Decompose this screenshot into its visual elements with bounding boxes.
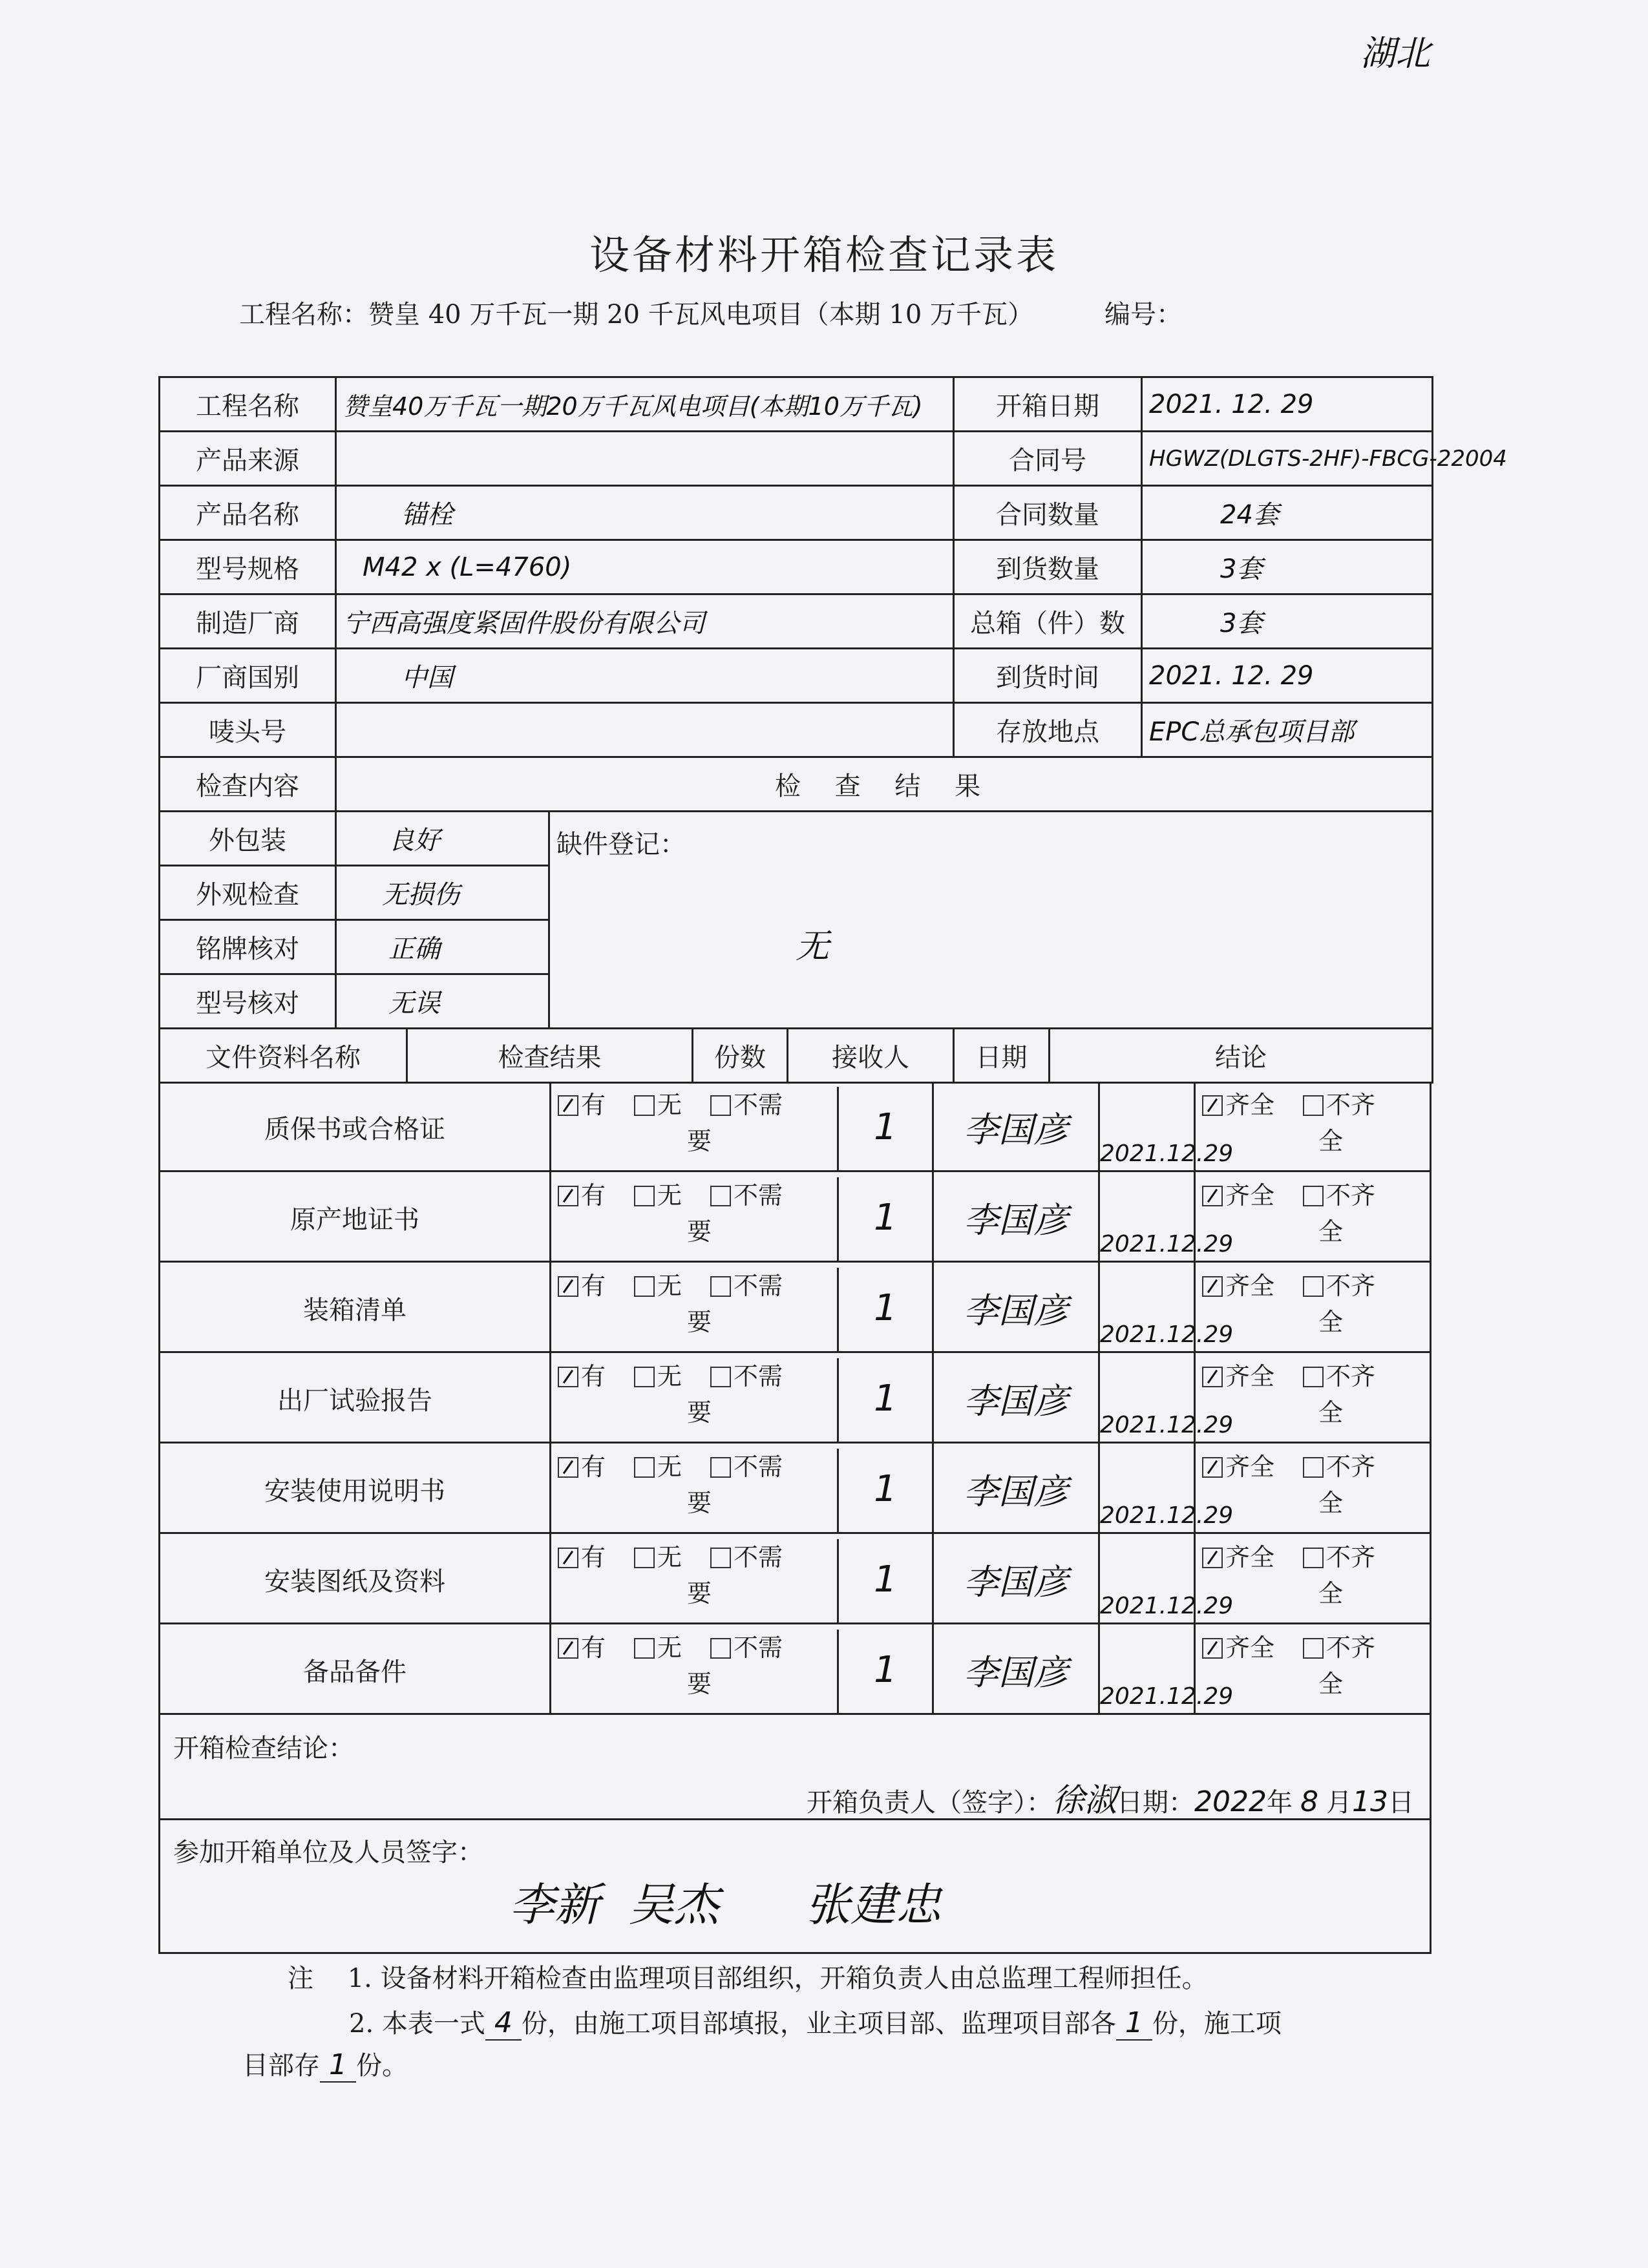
doc-conclusion-options: [1196, 1539, 1436, 1624]
option-wrap: 要: [687, 1670, 712, 1698]
doc-copies: 1: [839, 1263, 934, 1353]
doc-date: 2021.12.29: [1100, 1082, 1196, 1172]
note-3-part-a: 目部存: [242, 2051, 320, 2081]
info-label2: 到货数量: [954, 540, 1142, 594]
option-complete-label: 齐全: [1225, 1633, 1275, 1662]
option-incomplete-wrap: 全: [1318, 1308, 1344, 1336]
document-row: [158, 1353, 1431, 1444]
option-none[interactable]: [634, 1362, 682, 1391]
doc-date: 2021.12.29: [1100, 1353, 1196, 1444]
info-row: [160, 377, 1433, 432]
checkbox-empty-icon[interactable]: [634, 1276, 655, 1297]
info-label: 厂商国别: [160, 649, 336, 703]
option-not-needed-label: 不需: [734, 1453, 783, 1481]
info-value: 锚栓: [336, 486, 954, 540]
doc-name: 质保书或合格证: [160, 1082, 551, 1172]
info-value: [336, 432, 954, 486]
doc-copies: 1: [839, 1082, 934, 1172]
info-label2: 开箱日期: [954, 377, 1142, 432]
doc-header-conclusion: 结论: [1050, 1029, 1433, 1083]
option-incomplete[interactable]: [1303, 1543, 1375, 1571]
checkbox-empty-icon[interactable]: [710, 1095, 731, 1116]
inspection-label: 外包装: [160, 812, 336, 866]
option-have-label: 有: [581, 1543, 606, 1571]
checkbox-empty-icon[interactable]: [1303, 1548, 1324, 1568]
document-row: [158, 1444, 1431, 1534]
missing-parts-cell: [549, 812, 1433, 1029]
inspection-header-row: [160, 757, 1433, 812]
date-label: 日期：: [1117, 1788, 1194, 1818]
option-have-label: 有: [581, 1091, 606, 1119]
doc-name: 装箱清单: [160, 1263, 551, 1353]
option-complete-label: 齐全: [1225, 1091, 1275, 1119]
doc-check-options: [551, 1449, 839, 1534]
option-have[interactable]: [558, 1362, 606, 1391]
doc-receiver: 李国彦: [934, 1624, 1100, 1715]
info-row: [160, 594, 1433, 649]
option-incomplete-wrap: 全: [1318, 1670, 1344, 1698]
note-2-part-c: 份，施工项: [1152, 2009, 1282, 2039]
info-label: 型号规格: [160, 540, 336, 594]
option-have[interactable]: [558, 1091, 606, 1119]
option-incomplete[interactable]: [1303, 1453, 1375, 1481]
doc-check-options: [551, 1358, 839, 1444]
option-incomplete-label: 不齐: [1326, 1362, 1376, 1391]
option-none-label: 无: [657, 1633, 682, 1662]
option-complete[interactable]: [1202, 1453, 1274, 1481]
option-incomplete-label: 不齐: [1326, 1272, 1376, 1300]
option-not-needed[interactable]: [710, 1181, 783, 1210]
option-have-label: 有: [581, 1362, 606, 1391]
option-none-label: 无: [657, 1362, 682, 1391]
checkbox-checked-icon[interactable]: [1202, 1548, 1223, 1568]
inspection-value: 无损伤: [336, 866, 549, 920]
inspection-value: 良好: [336, 812, 549, 866]
option-not-needed[interactable]: [710, 1543, 783, 1571]
document-row: [158, 1534, 1431, 1624]
date-month-unit: 月: [1326, 1788, 1352, 1818]
checkbox-empty-icon[interactable]: [634, 1095, 655, 1116]
conclusion-sign-line: [807, 1774, 1414, 1821]
option-incomplete-wrap: 全: [1318, 1398, 1344, 1427]
info-label2: 合同数量: [954, 486, 1142, 540]
option-complete-label: 齐全: [1225, 1543, 1275, 1571]
info-label: 唛头号: [160, 703, 336, 757]
checkbox-empty-icon[interactable]: [1303, 1276, 1324, 1297]
doc-date: 2021.12.29: [1100, 1534, 1196, 1624]
responsible-label: 开箱负责人（签字）：: [807, 1788, 1052, 1818]
record-table: [158, 376, 1507, 1084]
doc-check-options: [551, 1539, 839, 1624]
date-year-unit: 年: [1266, 1788, 1293, 1818]
doc-conclusion-options: [1196, 1449, 1436, 1534]
info-value: [336, 703, 954, 757]
info-value: 宁西高强度紧固件股份有限公司: [336, 594, 954, 649]
inspection-header-result: 检 查 结 果: [336, 757, 1433, 812]
checkbox-checked-icon[interactable]: [558, 1276, 578, 1297]
info-value2: 2021. 12. 29: [1142, 649, 1433, 703]
info-row: [160, 432, 1433, 486]
option-none-label: 无: [657, 1543, 682, 1571]
doc-check-options: [551, 1177, 839, 1263]
note-1-text: 1. 设备材料开箱检查由监理项目部组织，开箱负责人由总监理工程师担任。: [347, 1964, 1208, 1993]
option-complete[interactable]: [1202, 1362, 1274, 1391]
option-not-needed-label: 不需: [734, 1181, 783, 1210]
option-complete-label: 齐全: [1225, 1362, 1275, 1391]
note-line-2: [349, 2003, 1282, 2040]
option-not-needed-label: 不需: [734, 1543, 783, 1571]
info-value: M42 x (L=4760): [336, 540, 954, 594]
doc-copies: 1: [839, 1624, 934, 1715]
checkbox-checked-icon[interactable]: [558, 1638, 578, 1659]
option-have-label: 有: [581, 1633, 606, 1662]
checkbox-checked-icon[interactable]: [1202, 1186, 1223, 1206]
option-have[interactable]: [558, 1181, 606, 1210]
doc-receiver: 李国彦: [934, 1082, 1100, 1172]
page-title: 设备材料开箱检查记录表: [589, 231, 1059, 278]
participants-signatures: 李新 吴杰 张建忠: [509, 1878, 942, 1931]
doc-header-copies: 份数: [693, 1029, 788, 1083]
note-line-1: [288, 1958, 1208, 1995]
option-incomplete-label: 不齐: [1326, 1543, 1376, 1571]
option-complete-label: 齐全: [1225, 1453, 1275, 1481]
option-incomplete[interactable]: [1303, 1272, 1375, 1300]
option-wrap: 要: [687, 1489, 712, 1517]
option-incomplete-label: 不齐: [1326, 1633, 1376, 1662]
doc-header-date: 日期: [954, 1029, 1050, 1083]
info-row: [160, 703, 1433, 757]
doc-check-options: [551, 1087, 839, 1172]
checkbox-checked-icon[interactable]: [1202, 1367, 1223, 1387]
doc-copies: 1: [839, 1172, 934, 1263]
option-not-needed[interactable]: [710, 1633, 783, 1662]
checkbox-empty-icon[interactable]: [1303, 1638, 1324, 1659]
option-not-needed[interactable]: [710, 1362, 783, 1391]
doc-date: 2021.12.29: [1100, 1263, 1196, 1353]
doc-receiver: 李国彦: [934, 1353, 1100, 1444]
missing-parts-label: 缺件登记：: [556, 830, 686, 859]
info-row: [160, 486, 1433, 540]
info-label2: 存放地点: [954, 703, 1142, 757]
option-none-label: 无: [657, 1181, 682, 1210]
option-have[interactable]: [558, 1633, 606, 1662]
info-value2: EPC总承包项目部: [1142, 703, 1433, 757]
checkbox-empty-icon[interactable]: [634, 1186, 655, 1206]
doc-receiver: 李国彦: [934, 1263, 1100, 1353]
document-row: [158, 1624, 1431, 1715]
note-3-part-b: 份。: [356, 2051, 408, 2081]
option-complete[interactable]: [1202, 1543, 1274, 1571]
option-none[interactable]: [634, 1272, 682, 1300]
document-row: [158, 1263, 1431, 1353]
option-incomplete-wrap: 全: [1318, 1489, 1344, 1517]
option-incomplete-label: 不齐: [1326, 1181, 1376, 1210]
doc-header-result: 检查结果: [407, 1029, 693, 1083]
checkbox-checked-icon[interactable]: [558, 1457, 578, 1478]
inspection-row: [160, 812, 1433, 866]
note-prefix: 注: [288, 1964, 313, 1993]
document-row: [158, 1082, 1431, 1172]
subtitle: [239, 294, 1182, 331]
option-incomplete-wrap: 全: [1318, 1217, 1344, 1246]
info-label: 工程名称: [160, 377, 336, 432]
doc-receiver: 李国彦: [934, 1534, 1100, 1624]
doc-conclusion-options: [1196, 1268, 1436, 1353]
checkbox-empty-icon[interactable]: [710, 1638, 731, 1659]
note-3-keep: 1: [320, 2048, 356, 2083]
option-not-needed-label: 不需: [734, 1272, 783, 1300]
option-none[interactable]: [634, 1181, 682, 1210]
doc-receiver: 李国彦: [934, 1444, 1100, 1534]
info-value2: 3套: [1142, 594, 1433, 649]
option-none[interactable]: [634, 1453, 682, 1481]
option-incomplete-wrap: 全: [1318, 1127, 1344, 1155]
option-incomplete-wrap: 全: [1318, 1579, 1344, 1608]
checkbox-empty-icon[interactable]: [1303, 1095, 1324, 1116]
info-value2: HGWZ(DLGTS-2HF)-FBCG-22004: [1142, 432, 1433, 486]
option-incomplete[interactable]: [1303, 1181, 1375, 1210]
doc-name: 安装图纸及资料: [160, 1534, 551, 1624]
doc-check-options: [551, 1268, 839, 1353]
doc-conclusion-options: [1196, 1358, 1436, 1444]
option-complete[interactable]: [1202, 1633, 1274, 1662]
checkbox-empty-icon[interactable]: [1303, 1186, 1324, 1206]
option-wrap: 要: [687, 1579, 712, 1608]
info-row: [160, 540, 1433, 594]
checkbox-checked-icon[interactable]: [558, 1095, 578, 1116]
checkbox-checked-icon[interactable]: [1202, 1457, 1223, 1478]
checkbox-empty-icon[interactable]: [1303, 1367, 1324, 1387]
info-label2: 总箱（件）数: [954, 594, 1142, 649]
checkbox-empty-icon[interactable]: [634, 1548, 655, 1568]
doc-date: 2021.12.29: [1100, 1624, 1196, 1715]
doc-conclusion-options: [1196, 1630, 1436, 1715]
doc-header-receiver: 接收人: [788, 1029, 954, 1083]
responsible-signature: 徐淑: [1052, 1781, 1117, 1819]
info-label2: 到货时间: [954, 649, 1142, 703]
option-wrap: 要: [687, 1398, 712, 1427]
doc-date: 2021.12.29: [1100, 1444, 1196, 1534]
note-2-part-a: 2. 本表一式: [349, 2009, 485, 2039]
option-wrap: 要: [687, 1127, 712, 1155]
inspection-value: 正确: [336, 920, 549, 974]
doc-name: 备品备件: [160, 1624, 551, 1715]
participants-box: [158, 1820, 1431, 1954]
note-2-each: 1: [1116, 2006, 1152, 2041]
info-value2: 24套: [1142, 486, 1433, 540]
info-value: 赞皇40万千瓦一期20万千瓦风电项目(本期10万千瓦): [336, 377, 954, 432]
doc-copies: 1: [839, 1444, 934, 1534]
option-have[interactable]: [558, 1453, 606, 1481]
doc-receiver: 李国彦: [934, 1172, 1100, 1263]
doc-name: 安装使用说明书: [160, 1444, 551, 1534]
doc-name: 原产地证书: [160, 1172, 551, 1263]
option-none[interactable]: [634, 1091, 682, 1119]
info-label: 产品名称: [160, 486, 336, 540]
checkbox-empty-icon[interactable]: [710, 1186, 731, 1206]
checkbox-checked-icon[interactable]: [1202, 1095, 1223, 1116]
conclusion-box: [158, 1715, 1431, 1820]
checkbox-empty-icon[interactable]: [1303, 1457, 1324, 1478]
option-complete[interactable]: [1202, 1272, 1274, 1300]
info-value2: 2021. 12. 29: [1142, 377, 1433, 432]
checkbox-checked-icon[interactable]: [558, 1548, 578, 1568]
info-value2: 3套: [1142, 540, 1433, 594]
doc-conclusion-options: [1196, 1087, 1436, 1172]
info-label: 产品来源: [160, 432, 336, 486]
note-line-3: [242, 2045, 408, 2082]
subtitle-number: 编号：: [1104, 300, 1182, 330]
option-not-needed[interactable]: [710, 1272, 783, 1300]
checkbox-empty-icon[interactable]: [710, 1548, 731, 1568]
option-complete-label: 齐全: [1225, 1181, 1275, 1210]
info-row: [160, 649, 1433, 703]
doc-date: 2021.12.29: [1100, 1172, 1196, 1263]
option-not-needed[interactable]: [710, 1091, 783, 1119]
option-not-needed[interactable]: [710, 1453, 783, 1481]
date-year: 2022: [1194, 1785, 1267, 1818]
option-have-label: 有: [581, 1272, 606, 1300]
note-2-copies: 4: [485, 2006, 522, 2041]
checkbox-checked-icon[interactable]: [558, 1186, 578, 1206]
checkbox-empty-icon[interactable]: [710, 1367, 731, 1387]
option-complete[interactable]: [1202, 1091, 1274, 1119]
corner-handwritten-note: 湖北: [1360, 33, 1430, 74]
option-complete-label: 齐全: [1225, 1272, 1275, 1300]
option-none-label: 无: [657, 1272, 682, 1300]
note-2-part-b: 份，由施工项目部填报，业主项目部、监理项目部各: [521, 2009, 1116, 2039]
option-incomplete[interactable]: [1303, 1633, 1375, 1662]
checkbox-checked-icon[interactable]: [1202, 1638, 1223, 1659]
option-none-label: 无: [657, 1453, 682, 1481]
option-none[interactable]: [634, 1633, 682, 1662]
conclusion-label: 开箱检查结论：: [173, 1734, 354, 1763]
doc-conclusion-options: [1196, 1177, 1436, 1263]
option-none-label: 无: [657, 1091, 682, 1119]
info-value: 中国: [336, 649, 954, 703]
option-have-label: 有: [581, 1453, 606, 1481]
option-wrap: 要: [687, 1217, 712, 1246]
participants-label: 参加开箱单位及人员签字：: [173, 1838, 483, 1867]
doc-check-options: [551, 1630, 839, 1715]
option-have-label: 有: [581, 1181, 606, 1210]
subtitle-project: 工程名称：赞皇 40 万千瓦一期 20 千瓦风电项目（本期 10 万千瓦）: [239, 300, 1033, 330]
doc-copies: 1: [839, 1353, 934, 1444]
option-complete[interactable]: [1202, 1181, 1274, 1210]
checkbox-empty-icon[interactable]: [634, 1638, 655, 1659]
doc-copies: 1: [839, 1534, 934, 1624]
inspection-label: 铭牌核对: [160, 920, 336, 974]
option-incomplete[interactable]: [1303, 1362, 1375, 1391]
checkbox-checked-icon[interactable]: [558, 1367, 578, 1387]
option-not-needed-label: 不需: [734, 1362, 783, 1391]
info-label2: 合同号: [954, 432, 1142, 486]
option-have[interactable]: [558, 1272, 606, 1300]
info-label: 制造厂商: [160, 594, 336, 649]
option-not-needed-label: 不需: [734, 1633, 783, 1662]
inspection-header-label: 检查内容: [160, 757, 336, 812]
option-incomplete-label: 不齐: [1326, 1091, 1376, 1119]
checkbox-empty-icon[interactable]: [710, 1457, 731, 1478]
option-incomplete[interactable]: [1303, 1091, 1375, 1119]
date-day: 13: [1351, 1785, 1388, 1818]
date-month: 8: [1300, 1785, 1318, 1818]
checkbox-checked-icon[interactable]: [1202, 1276, 1223, 1297]
checkbox-empty-icon[interactable]: [634, 1457, 655, 1478]
documents-header-row: [160, 1029, 1433, 1083]
option-none[interactable]: [634, 1543, 682, 1571]
inspection-label: 外观检查: [160, 866, 336, 920]
option-not-needed-label: 不需: [734, 1091, 783, 1119]
option-wrap: 要: [687, 1308, 712, 1336]
checkbox-empty-icon[interactable]: [634, 1367, 655, 1387]
date-day-unit: 日: [1388, 1788, 1414, 1818]
option-incomplete-label: 不齐: [1326, 1453, 1376, 1481]
inspection-value: 无误: [336, 974, 549, 1029]
option-have[interactable]: [558, 1543, 606, 1571]
document-row: [158, 1172, 1431, 1263]
missing-parts-value: 无: [796, 927, 830, 966]
inspection-label: 型号核对: [160, 974, 336, 1029]
checkbox-empty-icon[interactable]: [710, 1276, 731, 1297]
doc-header-name: 文件资料名称: [160, 1029, 407, 1083]
doc-name: 出厂试验报告: [160, 1353, 551, 1444]
